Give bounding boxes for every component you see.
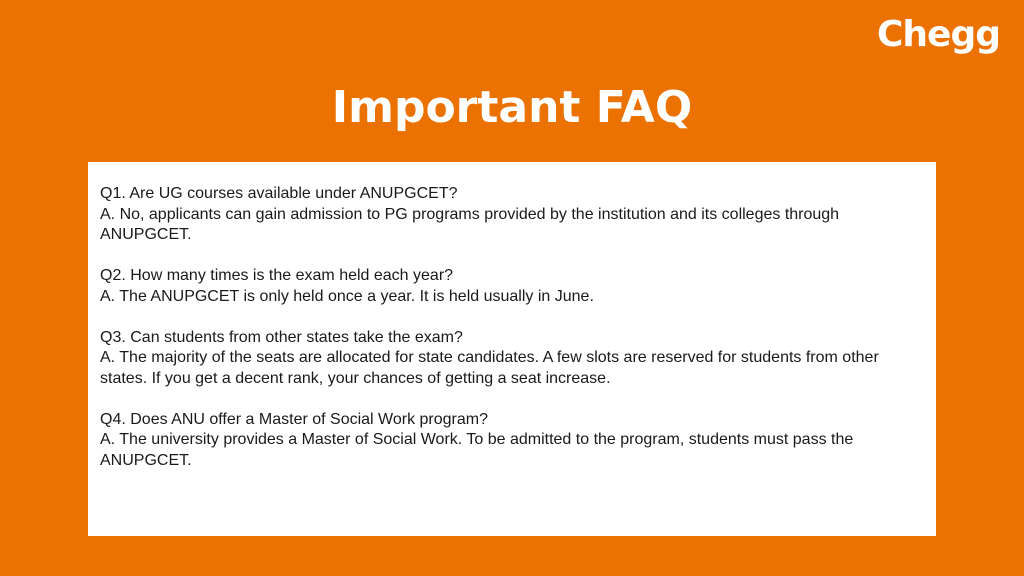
faq-item-3: [100, 328, 924, 390]
faq-answer: A. No, applicants can gain admission to PG programs provided by the institution and its colleges through ANUPGCET.: [100, 205, 840, 243]
faq-question: Q2. How many times is the exam held each year?: [100, 267, 454, 284]
chegg-logo: Chegg: [876, 14, 1000, 55]
slide-title: Important FAQ: [331, 82, 693, 133]
faq-item-2: [100, 266, 924, 307]
faq-answer: A. The university provides a Master of Social Work. To be admitted to the program, students must pass the ANUPGCET.: [100, 431, 854, 469]
faq-question: Q4. Does ANU offer a Master of Social Work program?: [100, 410, 489, 428]
faq-item-4: [100, 410, 924, 472]
faq-answer: A. The ANUPGCET is only held once a year. It is held usually in June.: [100, 287, 594, 305]
faq-question: Q3. Can students from other states take the exam?: [100, 328, 463, 346]
faq-item-1: [100, 184, 924, 246]
faq-question: Q1. Are UG courses available under ANUPGCET?: [100, 185, 458, 202]
faq-card: [88, 162, 936, 536]
faq-answer: A. The majority of the seats are allocated for state candidates. A few slots are reserved for students from other states. If you get a decent rank, your chances of getting a seat increase.: [100, 349, 879, 387]
